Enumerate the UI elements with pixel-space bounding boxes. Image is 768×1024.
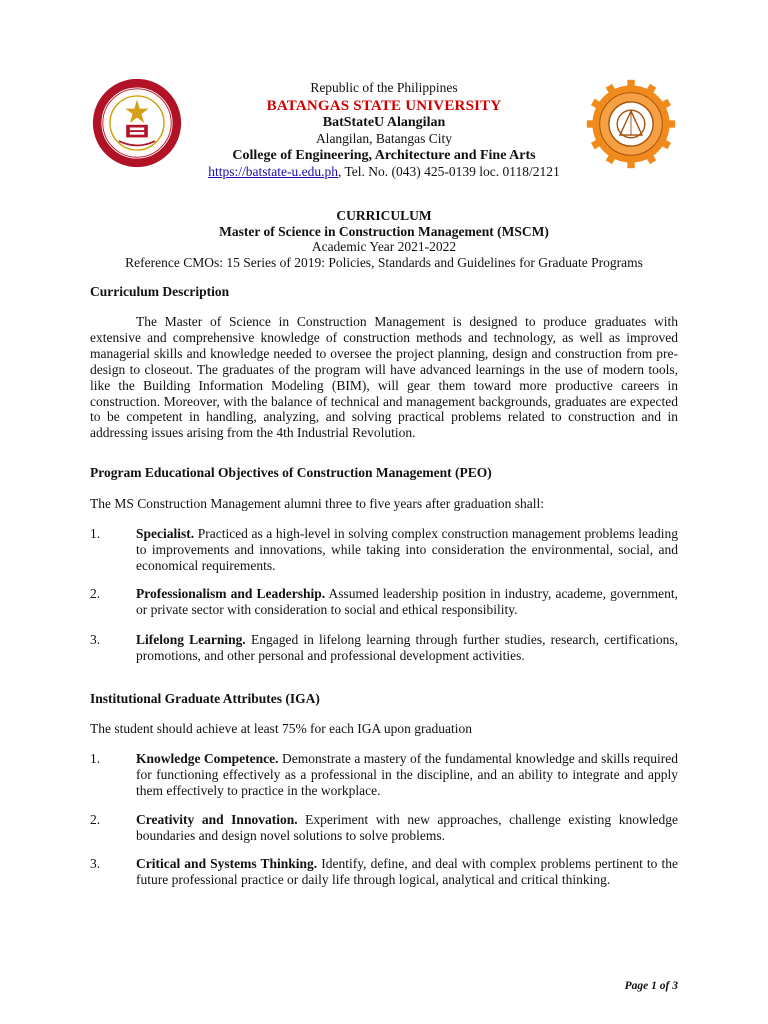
page-number: [625, 980, 678, 992]
iga-item-1-number: 1.: [90, 751, 101, 766]
website-link[interactable]: https://batstate-u.edu.ph: [208, 164, 338, 179]
iga-item-1-text: Demonstrate a mastery of the fundamental knowledge and skills required for functioning effectively as a professional in the discipline, and an ability to integrate and apply them effectively to practice in the workplace.: [136, 751, 678, 798]
reference-cmo: Reference CMOs: 15 Series of 2019: Policies, Standards and Guidelines for Graduate Programs: [125, 254, 643, 270]
peo-item-3-number: 3.: [90, 632, 101, 647]
peo-item-1-text: Practiced as a high-level in solving complex construction management problems leading to improvements and innovations, while taking into consideration the environmental, social, and economical requirements.: [136, 526, 678, 573]
peo-item-3-text: Engaged in lifelong learning through further studies, research, certifications, promotions, and other personal and professional development activities.: [136, 632, 678, 663]
peo-item-2-number: 2.: [90, 586, 101, 601]
academic-year: Academic Year 2021-2022: [311, 239, 457, 254]
page-total: 3: [672, 980, 678, 992]
peo-item-1: [90, 526, 678, 574]
campus-name: BatStateU Alangilan: [322, 114, 446, 130]
peo-item-3: [90, 632, 678, 664]
curriculum-title-block: [60, 208, 708, 270]
peo-item-2-label: Professionalism and Leadership.: [136, 586, 326, 601]
university-name: BATANGAS STATE UNIVERSITY: [266, 97, 502, 114]
page-of: of: [659, 980, 670, 992]
telephone-info: , Tel. No. (043) 425-0139 loc. 0118/2121: [337, 164, 560, 179]
page-word: Page: [624, 980, 649, 992]
iga-item-2-label: Creativity and Innovation.: [136, 812, 298, 827]
peo-intro: The MS Construction Management alumni three to five years after graduation shall:: [90, 496, 544, 511]
iga-item-3-text: Identify, define, and deal with complex problems pertinent to the future professional practice or daily life through logical, analytical and critical thinking.: [136, 856, 678, 887]
iga-item-2-text: Experiment with new approaches, challenge existing knowledge boundaries and design novel solutions to solve problems.: [136, 812, 679, 843]
campus-address: Alangilan, Batangas City: [315, 131, 453, 146]
iga-item-3: [90, 856, 678, 888]
iga-item-3-number: 3.: [90, 856, 101, 871]
peo-heading: Program Educational Objectives of Construction Management (PEO): [90, 465, 492, 480]
republic-line: Republic of the Philippines: [310, 80, 458, 95]
iga-item-3-label: Critical and Systems Thinking.: [136, 856, 318, 871]
program-name: Master of Science in Construction Management (MSCM): [219, 223, 549, 239]
curriculum-description-heading: Curriculum Description: [90, 284, 230, 299]
iga-item-2-number: 2.: [90, 812, 101, 827]
peo-item-2: [90, 586, 678, 618]
peo-item-3-label: Lifelong Learning.: [136, 632, 246, 647]
letterhead: [170, 80, 598, 181]
iga-intro: The student should achieve at least 75% for each IGA upon graduation: [90, 721, 473, 736]
curriculum-description-text: The Master of Science in Construction Management is designed to produce graduates with extensive and comprehensive knowledge of construction methods and technology, as well as improved managerial skills and knowledge needed to oversee the project planning, design and construction from pre-design to closeout. The graduates of the program will have advanced learnings in the use of modern tools, like the Building Information Modeling (BIM), will gear them toward more productive careers in construction. Moreover, with the balance of technical and management backgrounds, graduates are expected to be competent in handling, analyzing, and solving practical problems related to construction and in addressing issues arising from the 4th Industrial Revolution.: [90, 314, 678, 441]
peo-item-1-label: Specialist.: [136, 526, 195, 541]
college-of-engineering-gear-seal-icon: [585, 78, 677, 170]
college-name: College of Engineering, Architecture and Fine Arts: [232, 147, 536, 163]
peo-item-2-text: Assumed leadership position in industry, academe, government, or private sector with consideration to social and ethical responsibility.: [136, 586, 678, 617]
iga-item-2: [90, 812, 678, 844]
iga-heading: Institutional Graduate Attributes (IGA): [90, 691, 320, 706]
contact-line: [140, 164, 628, 181]
batangas-state-university-seal-icon: [92, 78, 182, 168]
curriculum-heading: CURRICULUM: [336, 208, 432, 223]
peo-item-1-number: 1.: [90, 526, 101, 541]
iga-item-1-label: Knowledge Competence.: [136, 751, 279, 766]
page-current: 1: [651, 980, 657, 992]
iga-item-1: [90, 751, 678, 799]
